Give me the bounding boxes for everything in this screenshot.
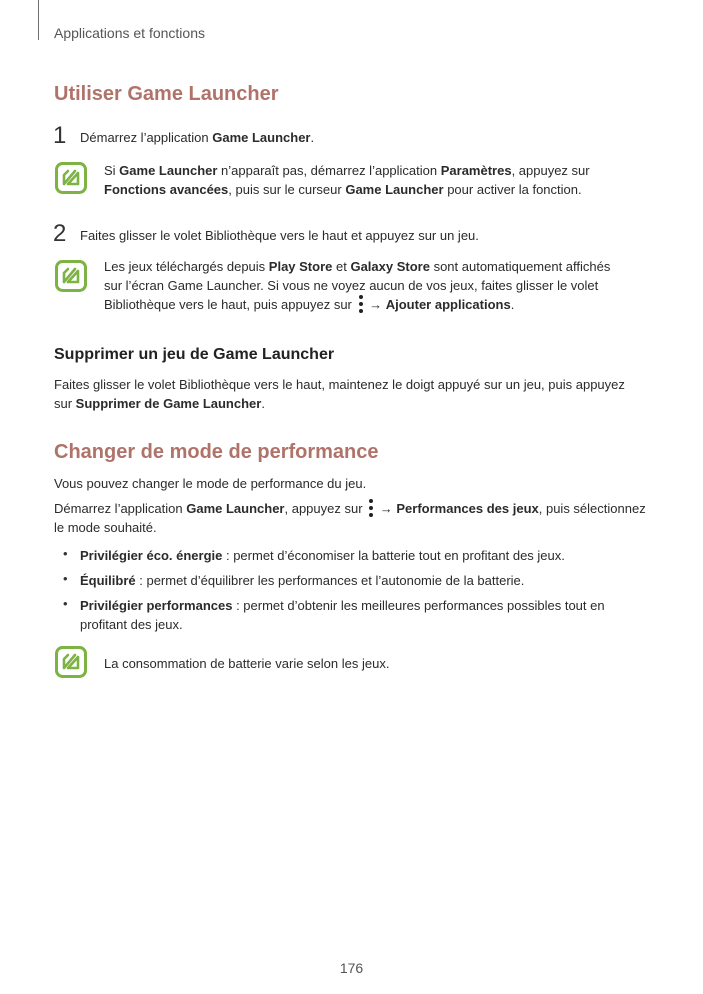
section2-intro: Vous pouvez changer le mode de performance du jeu.: [54, 476, 367, 491]
section-title-changer: Changer de mode de performance: [54, 441, 379, 463]
bullet-item: Privilégier éco. énergie : permet d’économiser la batterie tout en profitant des jeux.: [80, 548, 565, 563]
section2-instructions: Démarrez l’application Game Launcher, appuyez sur → Performances des jeux, puis sélectionnez le mode souhaité.: [54, 501, 646, 535]
note-icon: [55, 260, 87, 292]
note-3: La consommation de batterie varie selon les jeux.: [104, 656, 390, 671]
step-number-1: 1: [53, 122, 67, 149]
bullet-dot: •: [63, 546, 68, 561]
header-rule: [38, 0, 39, 40]
bullet-dot: •: [63, 571, 68, 586]
subsection-title: Supprimer un jeu de Game Launcher: [54, 346, 335, 363]
page-number: 176: [339, 960, 364, 976]
bullet-item: Équilibré : permet d’équilibrer les performances et l’autonomie de la batterie.: [80, 573, 525, 588]
bullet-dot: •: [63, 596, 68, 611]
step-number-2: 2: [53, 220, 67, 247]
note-icon: [55, 162, 87, 194]
note-2: Les jeux téléchargés depuis Play Store et Galaxy Store sont automatiquement affichés sur l’écran Game Launcher. Si vous ne voyez aucun de vos jeux, faites glisser le volet Bibliothèque vers le haut, puis appuyez sur → Ajouter applications.: [104, 259, 611, 312]
subsection-text: Faites glisser le volet Bibliothèque vers le haut, maintenez le doigt appuyé sur un jeu, puis appuyez sur Supprimer de Game Launcher.: [54, 377, 625, 411]
note-icon: [55, 646, 87, 678]
note-1: Si Game Launcher n’apparaît pas, démarrez l’application Paramètres, appuyez sur Fonctions avancées, puis sur le curseur Game Launcher pour activer la fonction.: [104, 163, 590, 197]
section-title-utiliser: Utiliser Game Launcher: [54, 83, 279, 105]
more-options-icon: [357, 295, 365, 313]
step-2-text: Faites glisser le volet Bibliothèque vers le haut et appuyez sur un jeu.: [80, 228, 479, 243]
step-1-text: Démarrez l’application Game Launcher.: [80, 130, 315, 145]
bullet-item: Privilégier performances : permet d’obtenir les meilleures performances possibles tout en profitant des jeux.: [80, 598, 605, 632]
section-header: Applications et fonctions: [54, 25, 205, 41]
more-options-icon: [367, 499, 375, 517]
